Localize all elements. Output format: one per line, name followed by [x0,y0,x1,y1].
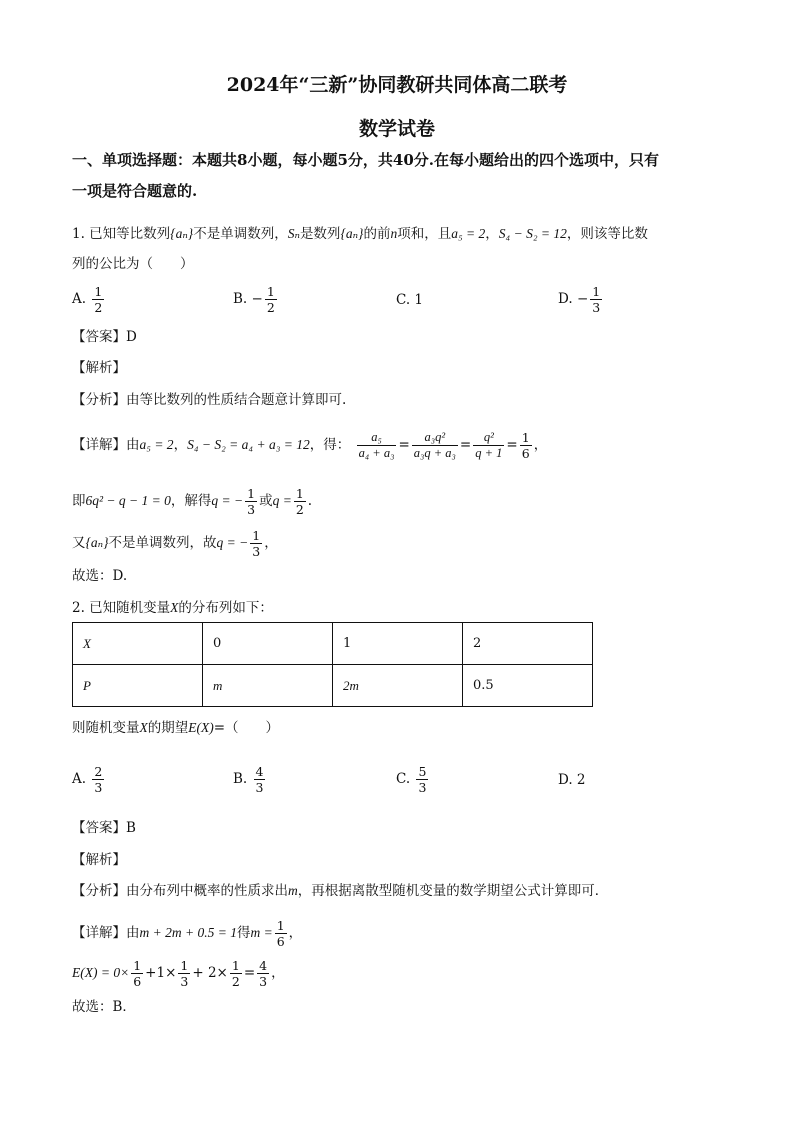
q1-conclusion: 故选：D. [72,568,128,584]
q1-fenxi: 【分析】由等比数列的性质结合题意计算即可. [72,392,347,408]
q2-fenxi: 【分析】由分布列中概率的性质求出m，再根据离散型随机变量的数学期望公式计算即可． [72,883,609,899]
q1-option-c[interactable]: C. 1 [396,292,424,308]
fraction: $\frac{1}{6}$ [521,430,530,461]
section-heading-line2: 一项是符合题意的. [72,182,198,200]
q1-answer: 【答案】D [72,329,137,345]
fraction: $\frac{2}{3}$ [94,764,103,795]
q2-option-d[interactable]: D. 2 [558,772,586,788]
fraction: $\frac{5}{3}$ [418,764,427,795]
fraction: $\frac{\text{a₃q²}}{\text{a₃q + a₃}}$ [413,430,456,460]
q2-conclusion: 故选：B． [72,999,136,1015]
q2-answer: 【答案】B [72,820,136,836]
condition-a5: a₅ = 2 [451,226,486,241]
q1-stem-line1: 1. 已知等比数列{aₙ}不是单调数列，Sₙ是数列{aₙ}的前n项和，且a₅ = 2，S₄ − S₂ = 12，则该等比数 [72,226,648,242]
table-cell: 2 [463,623,593,665]
table-cell: 2m [333,665,463,707]
sn-symbol: Sₙ [287,226,300,241]
q1-option-a[interactable]: A. $\frac{1}{2}$ [72,284,103,315]
table-cell: 0.5 [463,665,593,707]
q1-option-b[interactable]: B. − $\frac{1}{2}$ [233,284,275,315]
fraction: $\frac{1}{3}$ [180,958,189,989]
q2-option-a[interactable]: A. $\frac{2}{3}$ [72,764,103,795]
q2-analysis-tag: 【解析】 [72,852,126,868]
fraction: $\frac{\text{q²}}{q + 1}$ [475,430,503,460]
seq-symbol: {aₙ} [170,226,194,241]
exam-title: 2024年“三新”协同教研共同体高二联考 [226,74,568,96]
fraction: $\frac{1}{3}$ [252,528,261,559]
q1-detail-line1: 【详解】由a₅ = 2，S₄ − S₂ = a₄ + a₃ = 12，得： $\frac{\text{a₅}}{\text{a₄ + a₃}}$ = $\frac{\text{a₃q²}}{\text{a₃q + a₃}}$ = $\frac{\text{q²}}{q + 1}$ = $\frac{1}{6}$ ， [72,430,548,461]
table-cell: 0 [203,623,333,665]
exam-subtitle: 数学试卷 [358,118,435,140]
fraction: $\frac{4}{3}$ [255,764,264,795]
q2-detail-line1: 【详解】由m + 2m + 0.5 = 1得m = $\frac{1}{6}$ ， [72,918,303,949]
fraction: $\frac{1}{3}$ [592,284,601,315]
fraction: $\frac{1}{2}$ [231,958,240,989]
table-cell: 1 [333,623,463,665]
fraction: $\frac{1}{6}$ [133,958,142,989]
table-cell: P [73,665,203,707]
q2-option-b[interactable]: B. $\frac{4}{3}$ [233,764,264,795]
q1-option-d[interactable]: D. − $\frac{1}{3}$ [558,284,601,315]
fraction: $\frac{1}{6}$ [276,918,285,949]
table-cell: m [203,665,333,707]
condition-s4-s2: S₄ − S₂ = 12 [498,226,567,241]
fraction: $\frac{1}{3}$ [247,486,256,517]
fraction: $\frac{4}{3}$ [259,958,268,989]
fraction: $\frac{1}{2}$ [295,486,304,517]
q2-expectation-line: E(X) = 0× $\frac{1}{6}$ +1× $\frac{1}{3}$ + 2× $\frac{1}{2}$ = $\frac{4}{3}$ ， [72,958,285,989]
section-heading-line1: 一、单项选择题：本题共8小题，每小题5分，共40分.在每小题给出的四个选项中，只有 [72,151,659,169]
q1-analysis-tag: 【解析】 [72,360,126,376]
q1-detail-line3: 又{aₙ}不是单调数列，故q = − $\frac{1}{3}$ ， [72,528,278,559]
q1-detail-line2: 即6q² − q − 1 = 0，解得q = − $\frac{1}{3}$ 或q = $\frac{1}{2}$ . [72,486,313,517]
q1-stem-line2: 列的公比为（ ） [72,256,194,272]
q2-stem: 2. 已知随机变量X的分布列如下： [72,600,273,616]
fraction: $\frac{\text{a₅}}{\text{a₄ + a₃}}$ [358,430,395,460]
distribution-table [72,622,593,707]
q2-option-c[interactable]: C. $\frac{5}{3}$ [396,764,427,795]
table-cell: X [73,623,203,665]
table-row [73,665,593,707]
fraction: $\frac{1}{2}$ [266,284,275,315]
table-row [73,623,593,665]
fraction: $\frac{1}{2}$ [94,284,103,315]
q2-question: 则随机变量X的期望E(X)=（ ） [72,720,280,736]
